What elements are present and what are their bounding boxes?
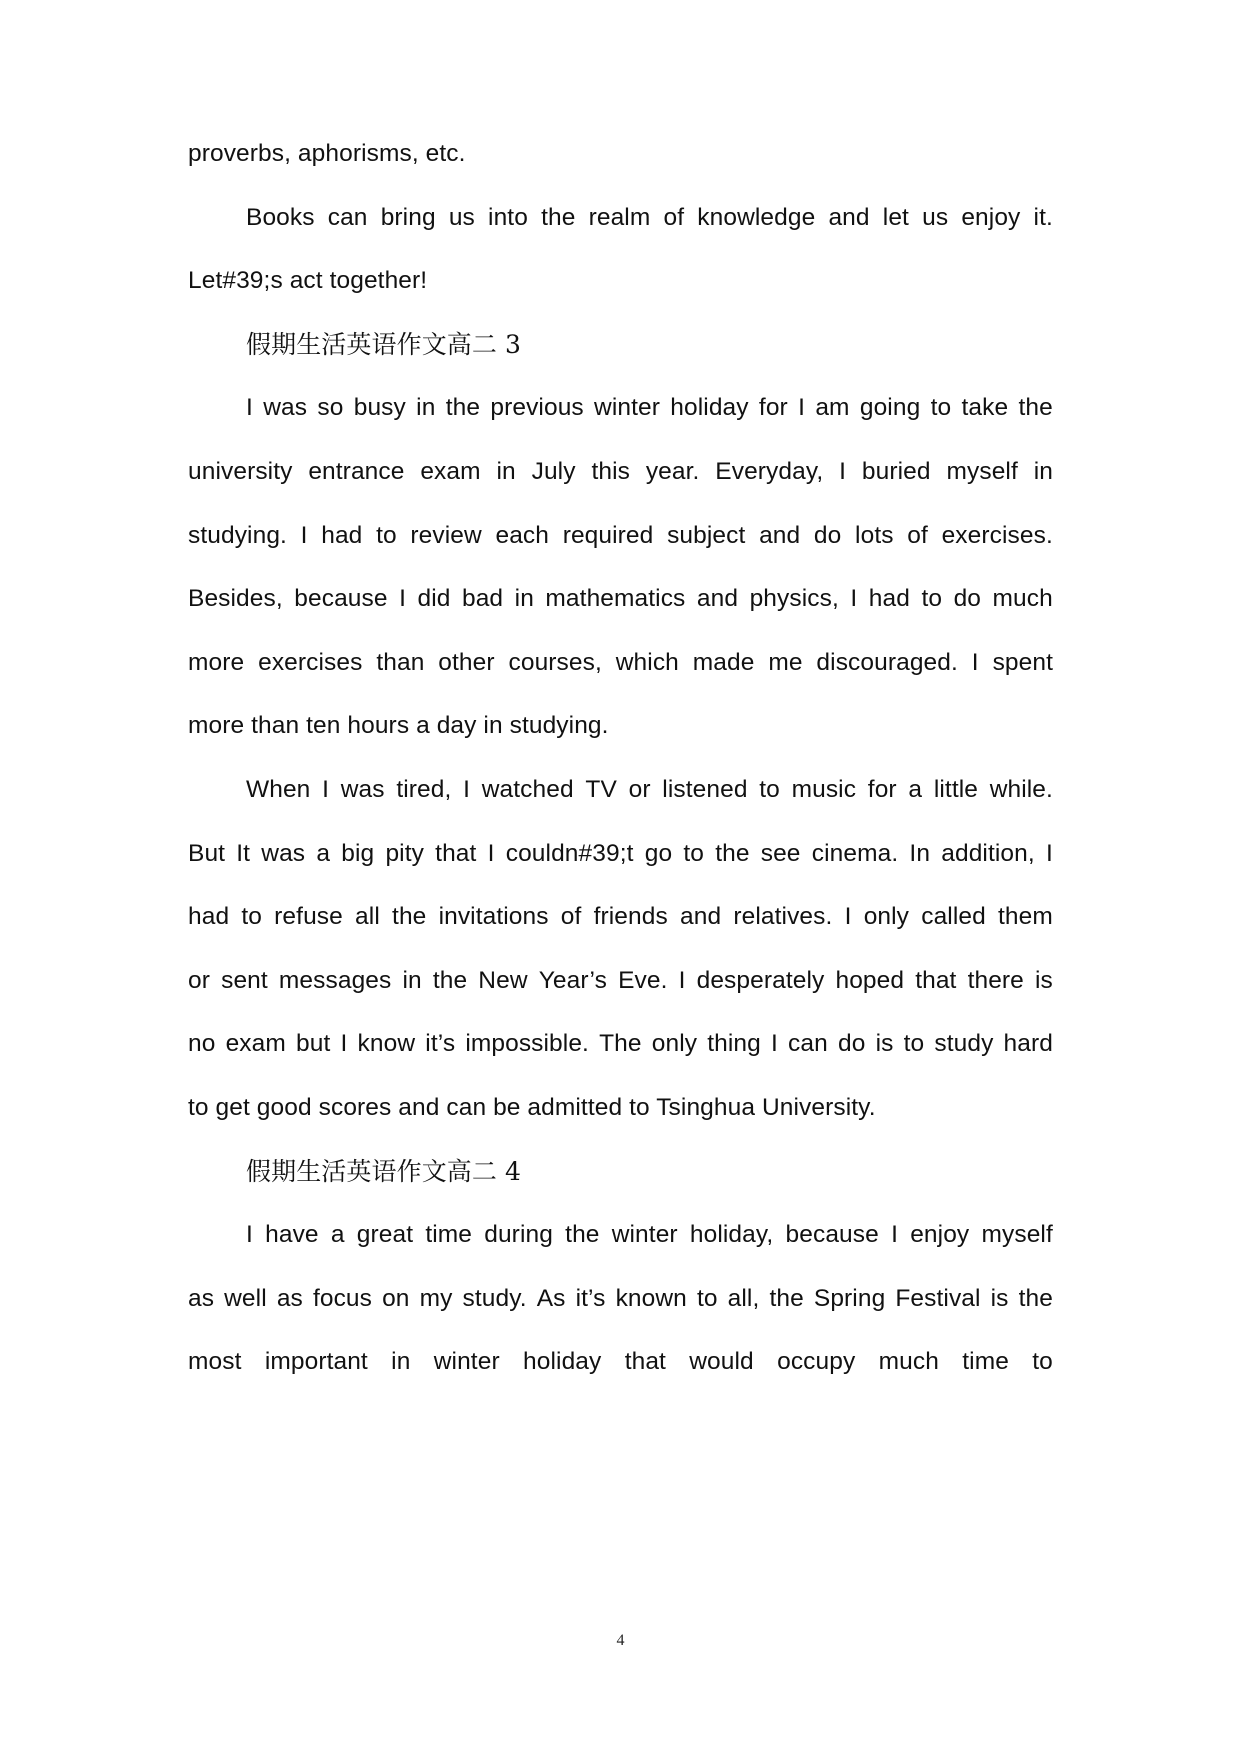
word: important: [264, 1348, 368, 1375]
word: a: [330, 1221, 345, 1248]
word: I: [340, 1030, 348, 1057]
word: study: [934, 1030, 994, 1057]
word: the: [1018, 394, 1053, 421]
word: In: [909, 840, 931, 867]
word: But: [188, 840, 226, 867]
word: for: [867, 776, 897, 803]
word: as: [188, 1285, 215, 1312]
text-line: [246, 392, 1053, 424]
word: Eve.: [618, 967, 668, 994]
word: listened: [662, 776, 748, 803]
word: have: [265, 1221, 319, 1248]
word: would: [689, 1348, 754, 1375]
text-line: [188, 965, 1053, 997]
word: only: [651, 1030, 698, 1057]
word: enjoy: [910, 1221, 970, 1248]
word: I: [839, 458, 847, 485]
word: university: [188, 458, 293, 485]
word: to: [759, 776, 780, 803]
word: year.: [645, 458, 700, 485]
word: as: [276, 1285, 303, 1312]
text-line: [188, 647, 1053, 679]
text-line: proverbs, aphorisms, etc.: [188, 140, 466, 167]
word: and: [828, 204, 870, 231]
word: am: [815, 394, 850, 421]
word: and: [759, 522, 801, 549]
word: Books: [246, 204, 315, 231]
word: cinema.: [811, 840, 899, 867]
word: them: [998, 903, 1053, 930]
word: only: [863, 903, 910, 930]
word: into: [488, 204, 528, 231]
word: the: [1018, 1285, 1053, 1312]
word: New: [478, 967, 528, 994]
word: July: [531, 458, 576, 485]
word: I: [1045, 840, 1053, 867]
word: study.: [462, 1285, 527, 1312]
word: I: [300, 522, 308, 549]
word: that: [624, 1348, 666, 1375]
word: more: [188, 649, 245, 676]
word: in: [496, 458, 516, 485]
word: I: [322, 776, 330, 803]
word: can: [788, 1030, 828, 1057]
word: time: [425, 1221, 473, 1248]
word: bad: [461, 585, 504, 612]
word: It: [236, 840, 251, 867]
section-heading: 假期生活英语作文高二 3: [246, 330, 522, 359]
word: each: [495, 522, 550, 549]
word: little: [933, 776, 978, 803]
word: us: [922, 204, 949, 231]
word: it’s: [425, 1030, 456, 1057]
word: myself: [946, 458, 1018, 485]
word: us: [448, 204, 475, 231]
word: winter: [433, 1348, 500, 1375]
word: winter: [594, 394, 661, 421]
word: enjoy: [961, 204, 1021, 231]
word: but: [296, 1030, 331, 1057]
word: during: [484, 1221, 553, 1248]
word: myself: [981, 1221, 1053, 1248]
word: the: [445, 394, 481, 421]
word: time: [962, 1348, 1009, 1375]
word: required: [562, 522, 654, 549]
word: Year’s: [538, 967, 607, 994]
word: exercises: [258, 649, 363, 676]
word: to: [241, 903, 262, 930]
word: this: [591, 458, 630, 485]
word: holiday: [523, 1348, 602, 1375]
word: to: [1032, 1348, 1053, 1375]
word: was: [261, 840, 306, 867]
word: spent: [992, 649, 1053, 676]
word: of: [663, 204, 685, 231]
word: pity: [385, 840, 424, 867]
word: previous: [490, 394, 584, 421]
word: had: [188, 903, 230, 930]
word: hoped: [835, 967, 905, 994]
word: the: [715, 840, 750, 867]
word: lots: [855, 522, 894, 549]
text-line: [188, 1346, 1053, 1378]
word: of: [560, 903, 582, 930]
word: busy: [353, 394, 406, 421]
word: other: [438, 649, 495, 676]
word: I: [678, 967, 686, 994]
word: to: [696, 1285, 718, 1312]
word: big: [341, 840, 375, 867]
word: thing: [707, 1030, 761, 1057]
word: Spring: [813, 1285, 886, 1312]
word: I: [891, 1221, 898, 1248]
text-line: [188, 456, 1053, 488]
word: and: [680, 903, 722, 930]
word: and: [696, 585, 739, 612]
word: in: [402, 967, 422, 994]
word: do: [953, 585, 982, 612]
word: did: [417, 585, 451, 612]
text-line: Let#39;s act together!: [188, 267, 428, 294]
word: exercises.: [941, 522, 1053, 549]
word: studying.: [188, 522, 287, 549]
word: had: [868, 585, 910, 612]
word: great: [356, 1221, 414, 1248]
word: take: [961, 394, 1009, 421]
word: discouraged.: [816, 649, 958, 676]
word: holiday,: [689, 1221, 774, 1248]
text-line: to get good scores and can be admitted to Tsinghua University.: [188, 1094, 876, 1121]
word: messages: [278, 967, 392, 994]
word: mathematics: [545, 585, 686, 612]
word: for: [758, 394, 788, 421]
word: I: [246, 1221, 253, 1248]
word: to: [903, 1030, 925, 1057]
word: a: [908, 776, 923, 803]
word: or: [628, 776, 651, 803]
text-line: more than ten hours a day in studying.: [188, 712, 609, 739]
word: review: [410, 522, 482, 549]
word: was: [263, 394, 308, 421]
word: As: [536, 1285, 566, 1312]
word: made: [692, 649, 755, 676]
word: do: [837, 1030, 866, 1057]
word: relatives.: [733, 903, 833, 930]
word: winter: [611, 1221, 678, 1248]
word: is: [990, 1285, 1009, 1312]
word: see: [760, 840, 801, 867]
word: had: [321, 522, 363, 549]
word: there: [967, 967, 1024, 994]
word: in: [391, 1348, 411, 1375]
word: in: [514, 585, 534, 612]
word: couldn#39;t: [505, 840, 634, 867]
word: my: [419, 1285, 453, 1312]
word: exam: [420, 458, 481, 485]
word: all: [355, 903, 380, 930]
word: sent: [221, 967, 268, 994]
word: let: [882, 204, 909, 231]
word: much: [992, 585, 1053, 612]
word: a: [316, 840, 331, 867]
word: invitations: [438, 903, 549, 930]
word: go: [644, 840, 673, 867]
word: called: [921, 903, 986, 930]
word: The: [599, 1030, 642, 1057]
word: no: [188, 1030, 216, 1057]
word: physics,: [749, 585, 839, 612]
word: I: [844, 903, 852, 930]
text-line: [246, 774, 1053, 806]
word: can: [327, 204, 368, 231]
word: to: [921, 585, 943, 612]
text-line: [246, 1219, 1053, 1251]
word: realm: [588, 204, 651, 231]
word: is: [1035, 967, 1053, 994]
word: addition,: [941, 840, 1035, 867]
word: because: [785, 1221, 879, 1248]
word: I: [850, 585, 858, 612]
text-line: [188, 838, 1053, 870]
word: the: [392, 903, 427, 930]
word: refuse: [274, 903, 343, 930]
word: holiday: [670, 394, 749, 421]
word: music: [791, 776, 857, 803]
word: occupy: [777, 1348, 856, 1375]
word: of: [907, 522, 928, 549]
word: tired,: [396, 776, 452, 803]
page-number: 4: [616, 1632, 625, 1649]
word: to: [376, 522, 397, 549]
word: the: [432, 967, 468, 994]
text-line: [188, 1028, 1053, 1060]
word: to: [683, 840, 704, 867]
word: the: [565, 1221, 600, 1248]
word: while.: [989, 776, 1053, 803]
word: than: [376, 649, 425, 676]
text-line: [188, 583, 1053, 615]
word: bring: [380, 204, 436, 231]
word: on: [382, 1285, 410, 1312]
word: hard: [1003, 1030, 1053, 1057]
word: known: [615, 1285, 687, 1312]
word: that: [435, 840, 477, 867]
word: me: [768, 649, 803, 676]
word: well: [224, 1285, 267, 1312]
word: I: [463, 776, 471, 803]
word: impossible.: [465, 1030, 589, 1057]
word: buried: [861, 458, 931, 485]
word: it.: [1033, 204, 1053, 231]
word: desperately: [696, 967, 825, 994]
word: the: [541, 204, 576, 231]
word: is: [875, 1030, 894, 1057]
word: subject: [667, 522, 746, 549]
word: knowledge: [697, 204, 816, 231]
word: the: [769, 1285, 804, 1312]
word: was: [340, 776, 385, 803]
word: to: [930, 394, 952, 421]
word: Besides,: [188, 585, 283, 612]
section-heading: 假期生活英语作文高二 4: [246, 1157, 522, 1186]
word: watched: [481, 776, 574, 803]
word: much: [878, 1348, 939, 1375]
text-line: [188, 1283, 1053, 1315]
word: Everyday,: [715, 458, 824, 485]
word: most: [188, 1348, 242, 1375]
word: I: [971, 649, 979, 676]
word: which: [615, 649, 679, 676]
word: do: [813, 522, 842, 549]
word: entrance: [308, 458, 405, 485]
word: TV: [585, 776, 617, 803]
word: focus: [312, 1285, 373, 1312]
word: I: [487, 840, 495, 867]
word: know: [357, 1030, 416, 1057]
word: going: [859, 394, 921, 421]
text-line: [188, 901, 1053, 933]
word: I: [399, 585, 407, 612]
word: Festival: [895, 1285, 981, 1312]
word: exam: [225, 1030, 286, 1057]
word: that: [915, 967, 957, 994]
word: I: [246, 394, 253, 421]
word: all,: [727, 1285, 760, 1312]
word: friends: [593, 903, 668, 930]
text-line: [246, 202, 1053, 234]
word: it’s: [575, 1285, 606, 1312]
word: because: [294, 585, 388, 612]
text-line: [188, 520, 1053, 552]
word: I: [771, 1030, 778, 1057]
word: courses,: [508, 649, 602, 676]
word: When: [246, 776, 311, 803]
word: in: [1033, 458, 1053, 485]
word: or: [188, 967, 210, 994]
word: I: [798, 394, 806, 421]
word: so: [317, 394, 344, 421]
word: in: [416, 394, 436, 421]
